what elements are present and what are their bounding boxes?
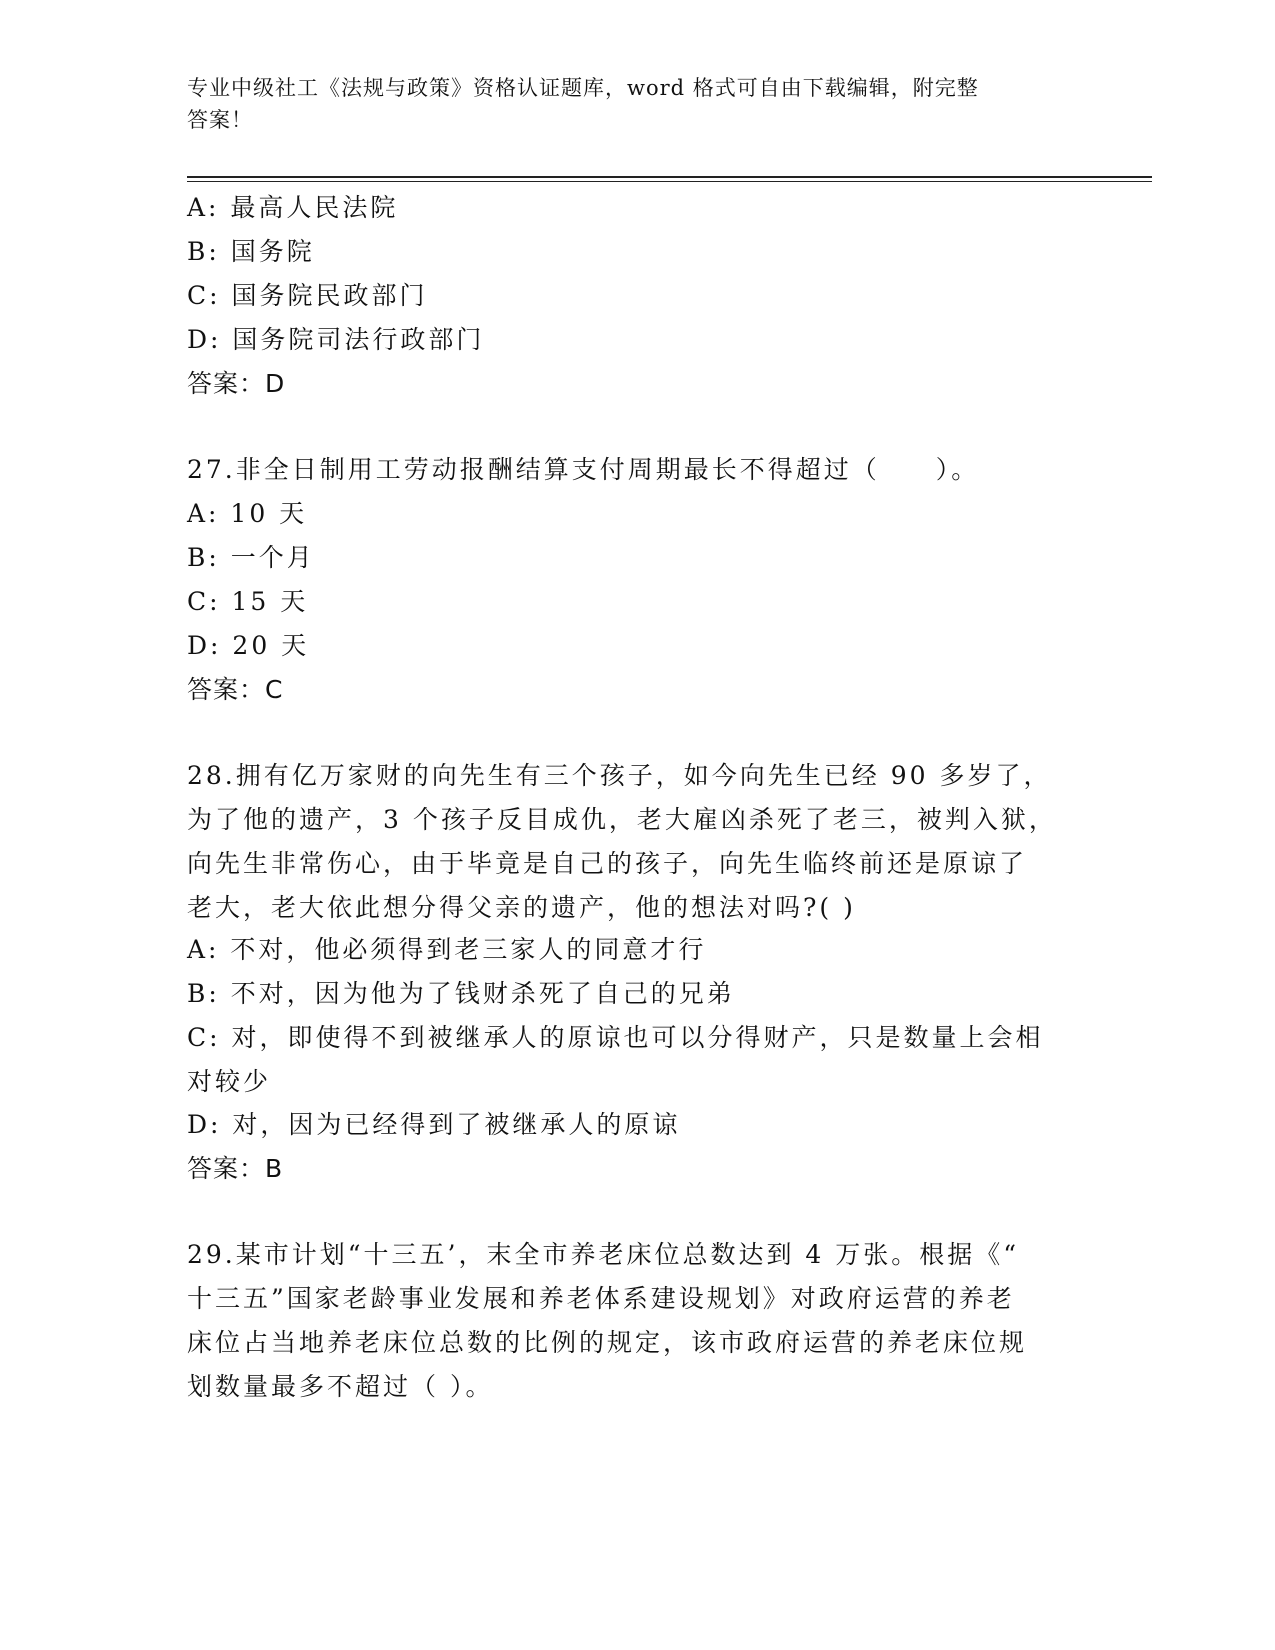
q26-option-b: B: 国务院 bbox=[187, 237, 315, 266]
q26-option-c: C: 国务院民政部门 bbox=[187, 281, 428, 310]
q27-option-c: C: 15 天 bbox=[187, 587, 309, 616]
q26-option-a: A: 最高人民法院 bbox=[187, 193, 399, 222]
q26-answer: 答案：D bbox=[187, 369, 286, 398]
q28-answer: 答案：B bbox=[187, 1154, 284, 1183]
q26-option-d: D: 国务院司法行政部门 bbox=[187, 325, 485, 354]
q27-option-d: D: 20 天 bbox=[187, 631, 310, 660]
q29-stem-line-3: 床位占当地养老床位总数的比例的规定，该市政府运营的养老床位规 bbox=[187, 1328, 1028, 1357]
q29-stem-line-4: 划数量最多不超过（ ）。 bbox=[187, 1372, 494, 1401]
q27-answer: 答案：C bbox=[187, 675, 284, 704]
header-line-2: 答案！ bbox=[187, 108, 253, 132]
q28-option-c: C: 对，即使得不到被继承人的原谅也可以分得财产，只是数量上会相 bbox=[187, 1023, 1044, 1052]
q28-option-d: D: 对，因为已经得到了被继承人的原谅 bbox=[187, 1110, 681, 1139]
q29-stem-line-2: 十三五”国家老龄事业发展和养老体系建设规划》对政府运营的养老 bbox=[187, 1284, 1015, 1313]
q29-stem-line-1: 29.某市计划“十三五’，末全市养老床位总数达到 4 万张。根据《“ bbox=[187, 1240, 1020, 1269]
header-divider-thin bbox=[187, 181, 1152, 182]
q27-stem: 27.非全日制用工劳动报酬结算支付周期最长不得超过（ ）。 bbox=[187, 455, 980, 484]
document-header bbox=[187, 72, 1067, 136]
q28-option-b: B: 不对，因为他为了钱财杀死了自己的兄弟 bbox=[187, 979, 735, 1008]
q27-option-b: B: 一个月 bbox=[187, 543, 315, 572]
q28-stem-line-3: 向先生非常伤心，由于毕竟是自己的孩子，向先生临终前还是原谅了 bbox=[187, 849, 1028, 878]
header-line-1: 专业中级社工《法规与政策》资格认证题库，word 格式可自由下载编辑，附完整 bbox=[187, 76, 979, 100]
header-divider-thick bbox=[187, 176, 1152, 178]
q28-stem-line-2: 为了他的遗产，3 个孩子反目成仇，老大雇凶杀死了老三，被判入狱， bbox=[187, 805, 1057, 834]
q28-stem-line-1: 28.拥有亿万家财的向先生有三个孩子，如今向先生已经 90 多岁了， bbox=[187, 761, 1052, 790]
q28-option-a: A: 不对，他必须得到老三家人的同意才行 bbox=[187, 935, 707, 964]
q28-stem-line-4: 老大，老大依此想分得父亲的遗产，他的想法对吗?( ) bbox=[187, 893, 856, 922]
q27-option-a: A: 10 天 bbox=[187, 499, 308, 528]
q28-option-c-continued: 对较少 bbox=[187, 1067, 272, 1096]
